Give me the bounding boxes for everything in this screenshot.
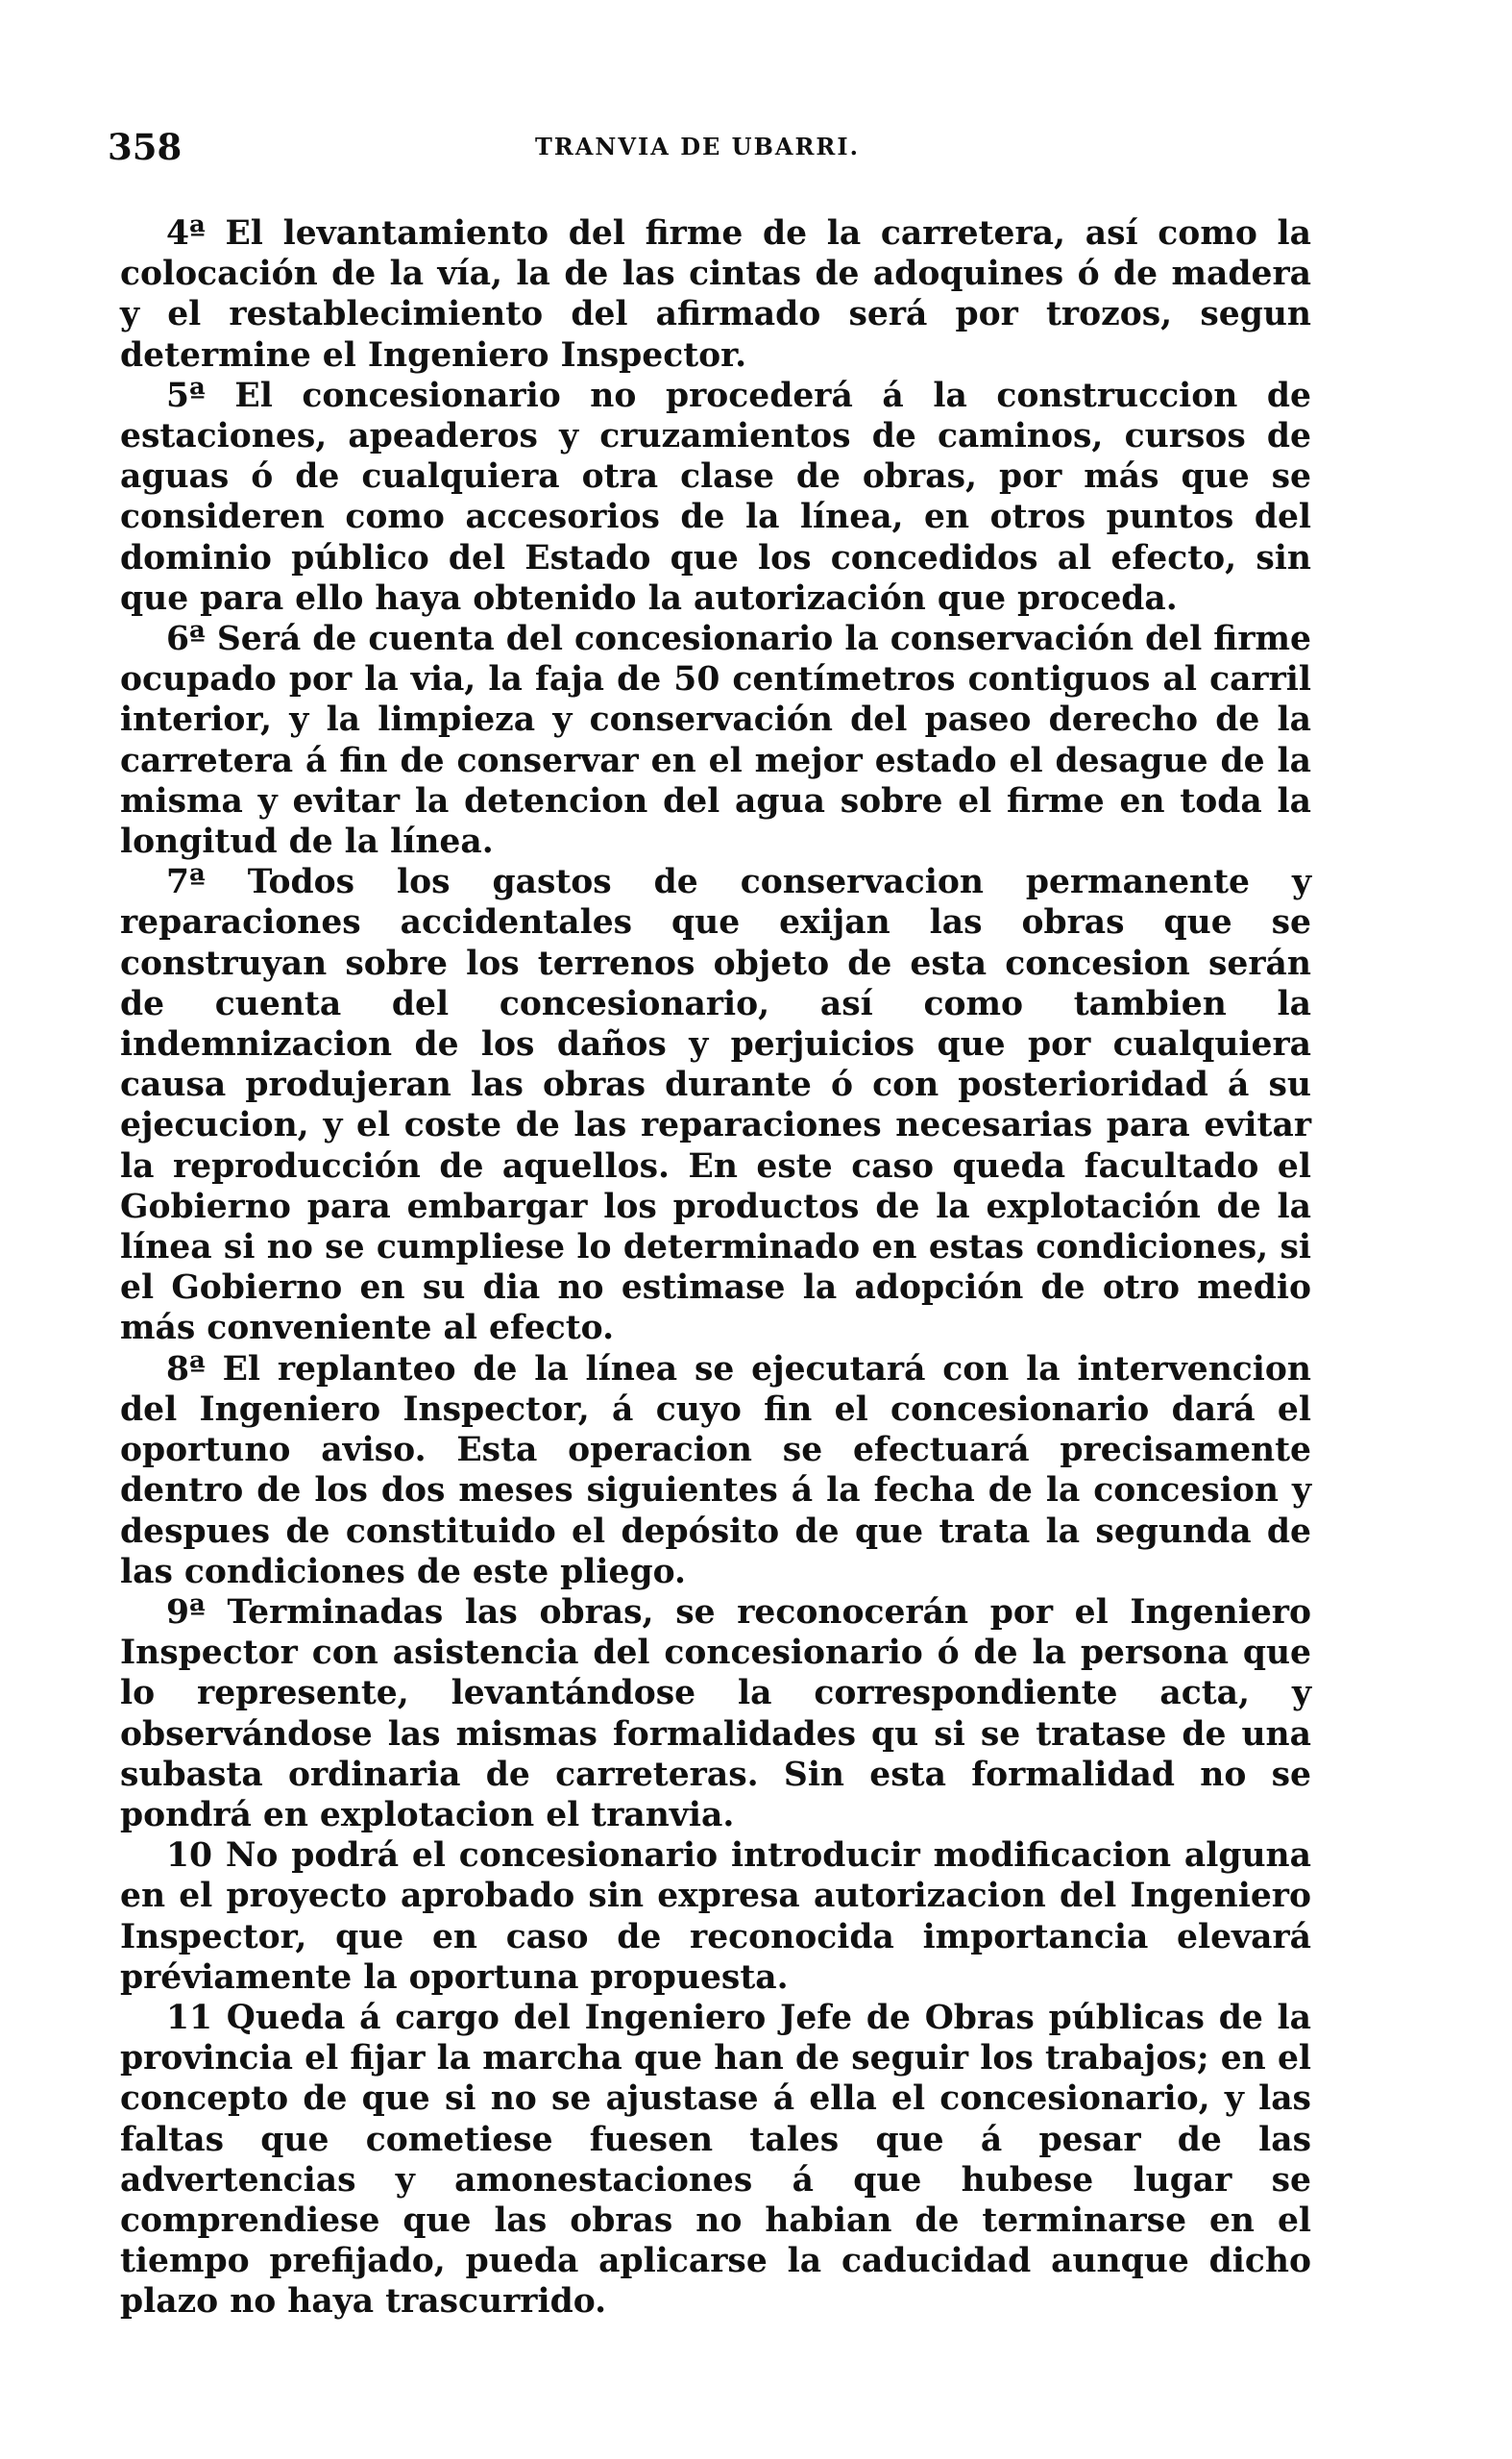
clause-text: Todos los gastos de conservacion permanente y reparaciones accidentales que exijan las obras que se construyan sobre los terrenos objeto de esta concesion serán de cuenta del concesionario, así como tambien la indemnizacion de los daños y perjuicios que por cualquiera causa produjeran las obras durante ó con posterioridad á su ejecucion, y el coste de las reparaciones necesarias para evitar la reproducción de aquellos. En este caso queda facultado el Gobierno para embargar los productos de la explotación de la línea si no se cumpliese lo determinado en estas condiciones, si el Gobierno en su dia no estimase la adopción de otro medio más conveniente al efecto. bbox=[120, 863, 1311, 1348]
clause-text: Será de cuenta del concesionario la conservación del firme ocupado por la via, la faja de 50 centímetros contiguos al carril interior, y la limpieza y conservación del paseo derecho de la carretera á fin de conservar en el mejor estado el desague de la misma y evitar la detencion del agua sobre el firme en toda la longitud de la línea. bbox=[120, 620, 1311, 862]
clause-11 bbox=[120, 1998, 1311, 2323]
running-head bbox=[108, 126, 1308, 178]
clause-5 bbox=[120, 376, 1311, 619]
clause-number: 11 bbox=[166, 1998, 213, 2037]
clause-4 bbox=[120, 213, 1311, 376]
clause-number: 8ª bbox=[166, 1349, 206, 1389]
clause-number: 6ª bbox=[166, 620, 206, 659]
clause-6 bbox=[120, 619, 1311, 862]
clause-number: 5ª bbox=[166, 376, 206, 415]
clause-text: Terminadas las obras, se reconocerán por el Ingeniero Inspector con asistencia del concesionario ó de la persona que lo represente, levantándose la correspondiente acta, y observándose las mismas formalidades qu si se tratase de una subasta ordinaria de carreteras. Sin esta formalidad no se pondrá en explotacion el tranvia. bbox=[120, 1592, 1311, 1834]
body-text bbox=[120, 213, 1311, 2323]
clause-number: 9ª bbox=[166, 1592, 206, 1632]
clause-number: 10 bbox=[166, 1836, 213, 1876]
clause-10 bbox=[120, 1835, 1311, 1998]
page-number: 358 bbox=[108, 126, 183, 168]
clause-text: Queda á cargo del Ingeniero Jefe de Obras públicas de la provincia el fijar la marcha que han de seguir los trabajos; en el concepto de que si no se ajustase á ella el concesionario, y las faltas que cometiese fuesen tales que á pesar de las advertencias y amonestaciones á que hubese lugar se comprendiese que las obras no habian de terminarse en el tiempo prefijado, pueda aplicarse la caducidad aunque dicho plazo no haya trascurrido. bbox=[120, 1998, 1311, 2322]
clause-7 bbox=[120, 862, 1311, 1348]
clause-8 bbox=[120, 1349, 1311, 1592]
clause-text: El concesionario no procederá á la construccion de estaciones, apeaderos y cruzamientos de caminos, cursos de aguas ó de cualquiera otra clase de obras, por más que se consideren como accesorios de la línea, en otros puntos del dominio público del Estado que los concedidos al efecto, sin que para ello haya obtenido la autorización que proceda. bbox=[120, 376, 1311, 618]
clause-text: El replanteo de la línea se ejecutará con la intervencion del Ingeniero Inspector, á cuyo fin el concesionario dará el oportuno aviso. Esta operacion se efectuará precisamente dentro de los dos meses siguientes á la fecha de la concesion y despues de constituido el depósito de que trata la segunda de las condiciones de este pliego. bbox=[120, 1349, 1311, 1591]
clause-number: 4ª bbox=[166, 214, 206, 253]
clause-number: 7ª bbox=[166, 863, 206, 902]
running-title: TRANVIA DE UBARRI. bbox=[535, 133, 860, 160]
clause-text: El levantamiento del firme de la carretera, así como la colocación de la vía, la de las cintas de adoquines ó de madera y el restablecimiento del afirmado será por trozos, segun determine el Ingeniero Inspector. bbox=[120, 214, 1311, 375]
clause-text: No podrá el concesionario introducir modificacion alguna en el proyecto aprobado sin expresa autorizacion del Ingeniero Inspector, que en caso de reconocida importancia elevará préviamente la oportuna propuesta. bbox=[120, 1836, 1311, 1997]
clause-9 bbox=[120, 1592, 1311, 1835]
